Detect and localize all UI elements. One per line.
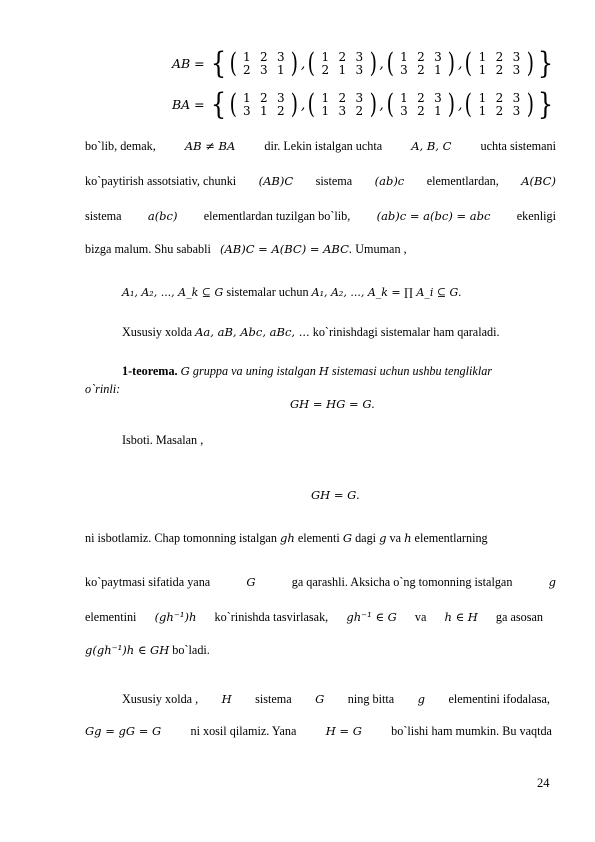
permutation-matrix — [306, 48, 378, 79]
text-segment: elementini ifodalasa, — [448, 692, 550, 706]
matrix-cell: 3 — [512, 49, 521, 64]
text-segment: o`rinli: — [85, 382, 121, 396]
text-segment: ni isbotlamiz. Chap tomonning istalgan — [85, 531, 277, 545]
text-segment: bo`lib, demak, — [85, 139, 156, 153]
matrix-row — [395, 105, 446, 119]
text-segment: ekenligi — [516, 209, 556, 223]
text-segment: ga qarashli. Aksicha o`ng tomonning istalgan — [291, 575, 513, 589]
right-paren: ) — [369, 48, 377, 79]
formula: (AB)C — [258, 174, 294, 188]
matrix-cell: 2 — [417, 49, 425, 64]
matrix-cell: 3 — [259, 63, 268, 77]
text-segment: ga asosan — [495, 610, 543, 624]
display-formula: GH = HG = G. — [290, 397, 375, 411]
formula: h — [404, 531, 412, 545]
text-segment: uchta sistemani — [480, 139, 556, 153]
text-line — [85, 643, 210, 657]
formula: (gh⁻¹)h — [154, 610, 197, 624]
matrix-rows — [238, 51, 289, 78]
matrix-row — [317, 105, 368, 119]
left-brace: { — [210, 87, 226, 122]
text-segment: ko`rinishdagi sistemalar ham qaraladi. — [312, 325, 500, 339]
permutation-matrix — [228, 48, 300, 79]
formula: H = G — [325, 724, 362, 738]
matrix-cell: 3 — [355, 49, 364, 64]
formula: g — [379, 531, 387, 545]
formula: gh⁻¹ ∈ G — [346, 610, 397, 624]
text-line — [122, 692, 550, 706]
matrix-cell: 2 — [259, 90, 268, 105]
matrix-cell: 2 — [417, 63, 425, 77]
formula: h ∈ H — [444, 610, 478, 624]
text-segment: ni xosil qilamiz. Yana — [190, 724, 297, 738]
matrix-cell: 2 — [495, 49, 504, 64]
text-segment: ning bitta — [347, 692, 395, 706]
text-line — [122, 433, 203, 447]
text-segment: Xususiy xolda — [122, 325, 193, 339]
formula: H — [318, 364, 329, 378]
text-line — [85, 242, 407, 256]
matrix-rows — [474, 92, 525, 119]
formula: (ab)c — [374, 174, 405, 188]
formula: Aa, aB, Abc, aBc, ... — [195, 325, 310, 339]
matrix-row — [474, 64, 525, 78]
left-paren: ( — [386, 89, 394, 120]
matrix-row — [317, 64, 368, 78]
text-segment: elementi — [297, 531, 340, 545]
left-paren: ( — [307, 48, 316, 79]
left-paren: ( — [464, 48, 473, 79]
text-segment: sistemalar uchun — [226, 285, 309, 299]
matrix-cell: 1 — [478, 63, 487, 77]
text-segment: va — [414, 610, 427, 624]
text-segment: ko`paytirish assotsiativ, chunki — [85, 174, 237, 188]
formula: A₁, A₂, ..., A_k = ∏ A_i ⊆ G. — [311, 286, 462, 299]
matrix-cell: 1 — [434, 104, 442, 118]
text-segment: ko`rinishda tasvirlasak, — [214, 610, 329, 624]
matrix-separator: , — [379, 56, 384, 72]
right-paren: ) — [290, 48, 299, 79]
equation-ab-label: AB = — [172, 56, 205, 71]
text-segment: Xususiy xolda , — [122, 692, 199, 706]
matrix-separator: , — [457, 56, 463, 72]
formula: A₁, A₂, ..., A_k ⊆ G — [122, 286, 224, 299]
matrix-row — [238, 105, 289, 119]
page-number: 24 — [537, 776, 550, 790]
matrix-cell: 1 — [321, 49, 330, 64]
matrix-cell: 1 — [242, 90, 251, 105]
text-segment: sistema — [315, 174, 353, 188]
formula: G — [315, 692, 325, 706]
formula: AB ≠ BA — [184, 139, 236, 153]
theorem-line — [122, 364, 492, 378]
matrix-cell: 1 — [338, 63, 347, 77]
text-segment: elementlarning — [414, 531, 488, 545]
text-segment: bo`lishi ham mumkin. Bu vaqtda — [391, 724, 552, 738]
right-paren: ) — [290, 89, 299, 120]
text-segment: sistemasi uchun ushbu tengliklar — [331, 364, 493, 378]
text-segment: elementlardan tuzilgan bo`lib, — [203, 209, 351, 223]
formula: g — [417, 692, 425, 706]
matrix-cell: 2 — [495, 90, 504, 105]
right-paren: ) — [447, 89, 456, 120]
permutation-matrix — [228, 89, 300, 120]
right-brace: } — [537, 87, 553, 122]
matrix-cell: 2 — [338, 49, 347, 64]
matrix-cell: 1 — [242, 49, 251, 64]
matrix-row — [238, 92, 289, 106]
text-segment: Umuman , — [355, 242, 407, 256]
matrix-cell: 3 — [355, 90, 364, 105]
text-segment: sistema — [255, 692, 292, 706]
formula: H — [221, 692, 232, 706]
matrix-rows — [395, 92, 446, 119]
matrix-cell: 3 — [434, 49, 442, 64]
matrix-cell: 2 — [355, 104, 364, 118]
formula: a(bc) — [147, 209, 178, 223]
matrix-row — [238, 51, 289, 65]
formula: G — [180, 364, 190, 378]
text-line — [85, 575, 556, 589]
formula: (ab)c = a(bc) = abc — [376, 209, 491, 223]
matrix-cell: 1 — [400, 90, 408, 105]
matrix-cell: 2 — [259, 49, 268, 64]
left-brace: { — [210, 46, 226, 81]
permutation-matrix — [463, 89, 535, 120]
text-segment: elementini — [85, 610, 137, 624]
formula: G — [342, 531, 353, 545]
matrix-list — [228, 48, 536, 79]
matrix-cell: 3 — [242, 104, 251, 118]
matrix-row — [317, 92, 368, 106]
theorem-label: 1-teorema. — [122, 364, 178, 378]
matrix-row — [238, 64, 289, 78]
text-segment: bizga malum. Shu sababli — [85, 242, 211, 256]
text-line — [85, 531, 488, 545]
matrix-row — [395, 64, 446, 78]
matrix-rows — [317, 92, 368, 119]
matrix-cell: 1 — [434, 63, 442, 77]
formula: (AB)C = A(BC) = ABC. — [219, 242, 353, 256]
matrix-cell: 2 — [495, 63, 504, 77]
formula: A(BC) — [521, 174, 556, 188]
right-paren: ) — [526, 48, 534, 79]
text-line — [85, 382, 120, 396]
equation-ba — [172, 87, 555, 122]
permutation-matrix — [306, 89, 378, 120]
text-segment: Isboti. Masalan , — [122, 433, 204, 447]
matrix-cell: 1 — [259, 104, 268, 118]
matrix-cell: 3 — [512, 104, 521, 118]
equation-ba-label: BA = — [172, 97, 205, 112]
formula: gh — [279, 531, 295, 545]
text-segment: bo`ladi. — [172, 643, 210, 657]
text-segment: va — [389, 531, 402, 545]
permutation-matrix — [463, 48, 535, 79]
matrix-cell: 2 — [417, 90, 425, 105]
matrix-cell: 1 — [276, 63, 285, 77]
text-segment: dagi — [355, 531, 377, 545]
left-paren: ( — [464, 89, 473, 120]
text-line — [85, 724, 552, 738]
text-line — [85, 610, 543, 624]
matrix-cell: 1 — [321, 90, 330, 105]
matrix-cell: 1 — [400, 49, 408, 64]
matrix-row — [474, 92, 525, 106]
matrix-cell: 1 — [321, 104, 330, 118]
right-paren: ) — [447, 48, 456, 79]
equation-ab — [172, 46, 555, 81]
matrix-cell: 2 — [276, 104, 285, 118]
matrix-row — [395, 51, 446, 65]
text-segment: sistema — [85, 209, 122, 223]
permutation-matrix — [385, 89, 457, 120]
matrix-cell: 2 — [321, 63, 330, 77]
matrix-cell: 3 — [276, 49, 285, 64]
matrix-cell: 2 — [338, 90, 347, 105]
matrix-cell: 3 — [355, 63, 364, 77]
matrix-row — [474, 51, 525, 65]
matrix-cell: 3 — [400, 63, 408, 77]
matrix-separator: , — [457, 97, 463, 113]
permutation-matrix — [385, 48, 457, 79]
text-line — [85, 174, 556, 188]
matrix-cell: 3 — [400, 104, 408, 118]
matrix-separator: , — [300, 97, 306, 113]
matrix-cell: 1 — [478, 90, 487, 105]
matrix-row — [474, 105, 525, 119]
matrix-cell: 2 — [417, 104, 425, 118]
matrix-rows — [317, 51, 368, 78]
text-line — [122, 325, 500, 339]
matrix-cell: 2 — [242, 63, 251, 77]
display-formula: GH = G. — [311, 488, 360, 502]
matrix-list — [228, 89, 536, 120]
formula: Gg = gG = G — [85, 724, 162, 738]
matrix-cell: 1 — [478, 104, 487, 118]
text-segment: elementlardan, — [426, 174, 499, 188]
matrix-rows — [474, 51, 525, 78]
left-paren: ( — [229, 89, 237, 120]
matrix-row — [395, 92, 446, 106]
text-line — [122, 285, 461, 300]
text-segment: ko`paytmasi sifatida yana — [85, 575, 211, 589]
left-paren: ( — [307, 89, 316, 120]
matrix-cell: 1 — [478, 49, 487, 64]
text-line — [85, 139, 556, 153]
matrix-cell: 3 — [434, 90, 442, 105]
matrix-separator: , — [300, 56, 306, 72]
matrix-cell: 3 — [512, 63, 521, 77]
text-segment: dir. Lekin istalgan uchta — [264, 139, 383, 153]
matrix-cell: 3 — [338, 104, 347, 118]
text-segment: gruppa va uning istalgan — [192, 364, 316, 378]
text-line — [85, 209, 556, 223]
matrix-row — [317, 51, 368, 65]
left-paren: ( — [386, 48, 394, 79]
matrix-separator: , — [379, 97, 384, 113]
matrix-rows — [395, 51, 446, 78]
right-paren: ) — [369, 89, 377, 120]
formula: A, B, C — [411, 139, 452, 153]
matrix-rows — [238, 92, 289, 119]
matrix-cell: 2 — [495, 104, 504, 118]
matrix-cell: 3 — [276, 90, 285, 105]
formula: g — [548, 575, 556, 589]
formula: G — [246, 575, 256, 589]
formula: g(gh⁻¹)h ∈ GH — [85, 643, 170, 657]
left-paren: ( — [229, 48, 237, 79]
right-brace: } — [537, 46, 553, 81]
right-paren: ) — [526, 89, 534, 120]
matrix-cell: 3 — [512, 90, 521, 105]
